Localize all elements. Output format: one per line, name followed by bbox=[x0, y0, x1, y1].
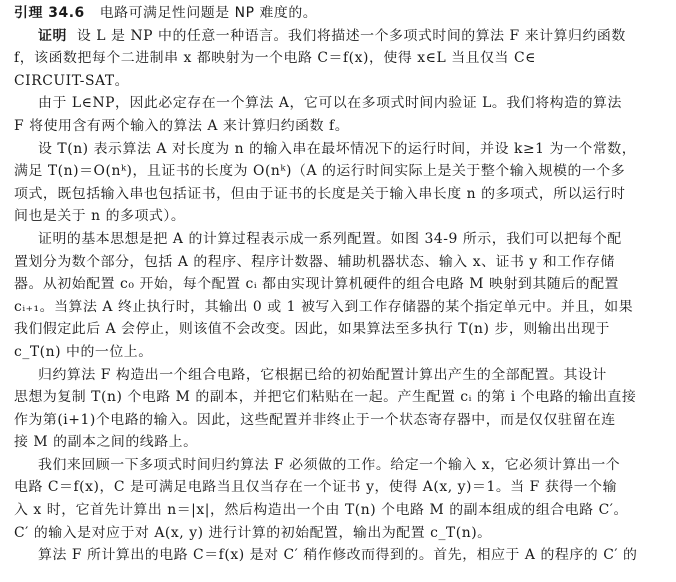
lemma-label: 引理 34.6 bbox=[14, 5, 85, 21]
paragraph-line: 置划分为数个部分，包括 A 的程序、程序计数器、辅助机器状态、输入 x、证书 y 和工作存储 bbox=[14, 253, 615, 270]
paragraph-line: 间也是关于 n 的多项式）。 bbox=[14, 208, 186, 225]
paragraph-line: 由于 L∈NP，因此必定存在一个算法 A，它可以在多项式时间内验证 L。我们将构造的算法 bbox=[38, 95, 622, 112]
proof-line-1 bbox=[14, 25, 668, 48]
paragraph-line: 接 M 的副本之间的线路上。 bbox=[14, 434, 198, 451]
proof-label: 证明 bbox=[38, 27, 67, 44]
paragraph-line: 算法 F 所计算出的电路 C＝f(x) 是对 C′ 稍作修改而得到的。首先，相应于 A 的程序的 C′ 的 bbox=[38, 547, 638, 564]
paragraph-line: 项式，既包括输入串也包括证书，但由于证书的长度是关于输入串长度 n 的多项式，所以运行时 bbox=[14, 185, 626, 202]
paragraph-line: 满足 T(n)＝O(nᵏ)，且证书的长度为 O(nᵏ)（A 的运行时间实际上是关于整个输入规模的一个多 bbox=[14, 163, 626, 180]
paragraph-line: 电路 C＝f(x)，C 是可满足电路当且仅当存在一个证书 y，使得 A(x, y)＝1。当 F 获得一个输 bbox=[14, 479, 618, 496]
paragraph-line: 器。从初始配置 c₀ 开始，每个配置 cᵢ 都由实现计算机硬件的组合电路 M 映射到其随后的配置 bbox=[14, 276, 619, 293]
paragraph-text: 设 L 是 NP 中的任意一种语言。我们将描述一个多项式时间的算法 F 来计算归约函数 bbox=[76, 27, 626, 44]
paragraph-line: CIRCUIT-SAT。 bbox=[14, 72, 130, 89]
paragraph-line: c_T(n) 中的一位上。 bbox=[14, 343, 153, 360]
paragraph-line: 设 T(n) 表示算法 A 对长度为 n 的输入串在最坏情况下的运行时间，并设 k≥1 为一个常数， bbox=[38, 140, 637, 157]
paragraph-line: cᵢ₊₁。当算法 A 终止执行时，其输出 0 或 1 被写入到工作存储器的某个指定单元中。并且，如果 bbox=[14, 298, 634, 315]
paragraph-line: 思想为复制 T(n) 个电路 M 的副本，并把它们粘贴在一起。产生配置 cᵢ 的第 i 个电路的输出直接 bbox=[14, 389, 637, 406]
paragraph-line: 证明的基本思想是把 A 的计算过程表示成一系列配置。如图 34-9 所示，我们可以把每个配 bbox=[38, 230, 622, 247]
paragraph-line: 我们假定此后 A 会停止，则该值不会改变。因此，如果算法至多执行 T(n) 步，则输出出现于 bbox=[14, 321, 610, 338]
lemma-heading bbox=[14, 2, 668, 25]
paragraph-line: 入 x 时，它首先计算出 n＝|x|，然后构造出一个由 T(n) 个电路 M 的副本组成的组合电路 C′。 bbox=[14, 502, 628, 519]
paragraph-line: F 将使用含有两个输入的算法 A 来计算归约函数 f。 bbox=[14, 117, 350, 134]
lemma-statement: 电路可满足性问题是 NP 难度的。 bbox=[99, 5, 318, 21]
paragraph-line: 我们来回顾一下多项式时间归约算法 F 必须做的工作。给定一个输入 x，它必须计算出一个 bbox=[38, 456, 621, 473]
paragraph-line: 归约算法 F 构造出一个组合电路，它根据已给的初始配置计算出产生的全部配置。其设计 bbox=[38, 366, 607, 383]
paragraph-line: C′ 的输入是对应于对 A(x, y) 进行计算的初始配置，输出为配置 c_T(n)。 bbox=[14, 524, 492, 541]
paragraph-line: f，该函数把每个二进制串 x 都映射为一个电路 C＝f(x)，使得 x∈L 当且仅当 C∈ bbox=[14, 50, 536, 67]
paragraph-line: 作为第(i+1)个电路的输入。因此，这些配置并非终止于一个状态寄存器中，而是仅仅驻留在连 bbox=[14, 411, 616, 428]
